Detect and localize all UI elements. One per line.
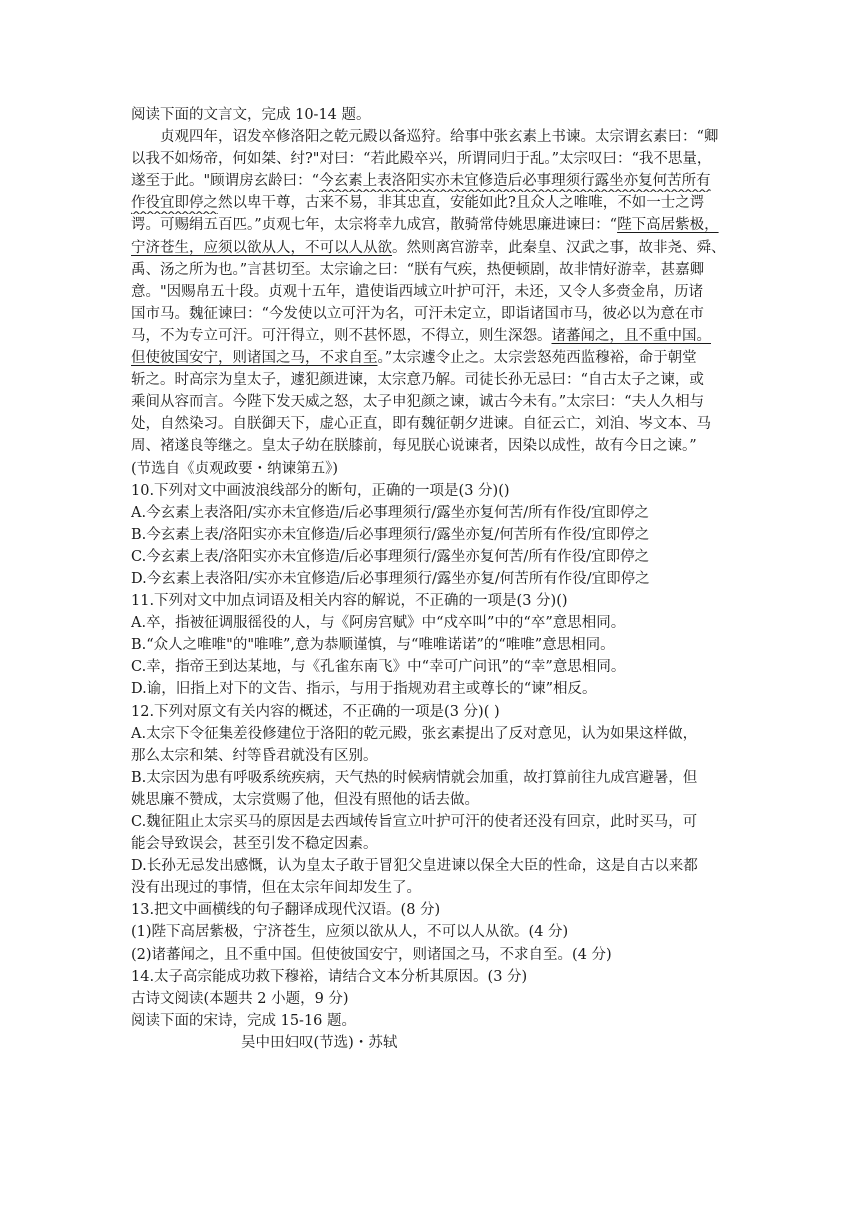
- poem-title: 吴中田妇叹(节选)・苏轼: [241, 1034, 398, 1051]
- underline-segment: 诸蕃闻之，且不重中国。: [551, 327, 711, 344]
- passage-line: 斩之。时高宗为皇太子，遽犯颜进谏，太宗意乃解。司徒长孙无忌曰：“自古太子之谏，或: [131, 372, 704, 389]
- wavy-underline-segment: 作役宜即停之: [131, 195, 218, 212]
- passage-line: 以我不如炀帝，何如桀、纣?"对曰：“若此殿卒兴，所谓同归于乱。”太宗叹曰：“我不思量，: [131, 151, 712, 168]
- question-11-option-d: D.谕，旧指上对下的文告、指示，与用于指规劝君主或尊长的“谏”相反。: [131, 681, 597, 698]
- passage-line: 处，自然染习。自朕御天下，虚心正直，即有魏征朝夕进谏。自征云亡，刘洎、岑文本、马: [131, 416, 711, 433]
- question-12-option-b-cont: 姚思廉不赞成，太宗赏赐了他，但没有照他的话去做。: [131, 791, 479, 808]
- question-10-option-a: A.今玄素上表洛阳/实亦未宜修造/后必事理须行/露坐亦复何苦/所有作役/宜即停之: [131, 504, 650, 521]
- question-10-stem: 10.下列对文中画波浪线部分的断句，正确的一项是(3 分)(): [131, 482, 510, 499]
- underline-segment: 但使彼国安宁，则诸国之马，不求自至: [131, 350, 378, 367]
- passage-line: 贞观四年，诏发卒修洛阳之乾元殿以备巡狩。给事中张玄素上书谏。太宗谓玄素曰：“卿: [160, 129, 719, 146]
- question-12-option-b: B.太宗因为患有呼吸系统疾病，天气热的时候病情就会加重，故打算前往九成宫避暑，但: [131, 769, 698, 786]
- passage-line: 谔。可赐绢五百匹。”贞观七年，太宗将幸九成宫，散骑常侍姚思廉进谏曰：“陛下高居紫极，: [131, 217, 719, 234]
- question-12-option-d-cont: 没有出现过的事情，但在太宗年间却发生了。: [131, 880, 421, 897]
- instruction-line: 阅读下面的文言文，完成 10-14 题。: [131, 107, 371, 123]
- underline-segment: 宁济苍生，应须以欲从人，不可以人从欲: [131, 239, 392, 256]
- passage-line: 意。"因赐帛五十段。贞观十五年，遣使诣西域立叶护可汗，未还，又令人多赍金帛，历诸: [131, 283, 704, 300]
- document-body: [131, 104, 731, 1054]
- wavy-underline-segment: 今玄素上表洛阳实亦未宜修造后必事理须行露坐亦复何苦所有: [319, 173, 711, 190]
- passage-line: 但使彼国安宁，则诸国之马，不求自至。”太宗遽令止之。太宗尝怒苑西监穆裕，命于朝堂: [131, 350, 697, 367]
- source-citation: (节选自《贞观政要・纳谏第五》): [131, 460, 339, 477]
- section-heading: 古诗文阅读(本题共 2 小题，9 分): [131, 990, 349, 1007]
- question-10-option-d: D.今玄素上表洛阳/实亦未宜修造/后必事理须行/露坐亦复/何苦所有作役/宜即停之: [131, 570, 650, 587]
- question-10-option-b: B.今玄素上表/洛阳实亦未宜修造/后必事理须行/露坐亦复/何苦所有作役/宜即停之: [131, 526, 650, 543]
- question-11-option-c: C.幸，指帝王到达某地，与《孔雀东南飞》中“幸可广问讯”的“幸”意思相同。: [131, 659, 626, 676]
- question-12-stem: 12.下列对原文有关内容的概述，不正确的一项是(3 分)( ): [131, 703, 500, 720]
- underline-segment: 陛下高居紫极，: [617, 217, 719, 234]
- passage-line: 作役宜即停之然以卑干尊，古来不易，非其忠直，安能如此?且众人之唯唯，不如一士之谔: [131, 195, 705, 212]
- question-12-option-a: A.太宗下令征集差役修建位于洛阳的乾元殿，张玄素提出了反对意见，认为如果这样做，: [131, 725, 698, 742]
- passage-line: 国市马。魏征谏曰：“今发使以立可汗为名，可汗未定立，即诣诸国市马，彼必以为意在市: [131, 305, 704, 322]
- passage-line: 乘间从容而言。今陛下发天威之怒，太子申犯颜之谏，诚古今未有。”太宗曰：“夫人久相与: [131, 394, 705, 411]
- passage-line: 周、褚遂良等继之。皇太子幼在朕膝前，每见朕心说谏者，因染以成性，故有今日之谏。”: [131, 438, 697, 455]
- question-13-part-1: (1)陛下高居紫极，宁济苍生，应须以欲从人，不可以人从欲。(4 分): [131, 924, 569, 941]
- question-14-stem: 14.太子高宗能成功救下穆裕，请结合文本分析其原因。(3 分): [131, 968, 528, 985]
- question-11-option-b: B.“众人之唯唯"的"唯唯”,意为恭顺谨慎，与“唯唯诺诺”的“唯唯”意思相同。: [131, 637, 615, 654]
- question-12-option-d: D.长孙无忌发出感慨，认为皇太子敢于冒犯父皇进谏以保全大臣的性命，这是自古以来都: [131, 858, 698, 875]
- question-11-option-a: A.卒，指被征调服徭役的人，与《阿房宫赋》中“戍卒叫”中的“卒”意思相同。: [131, 615, 626, 632]
- question-12-option-a-cont: 那么太宗和桀、纣等昏君就没有区别。: [131, 747, 378, 764]
- question-12-option-c-cont: 能会导致误会，甚至引发不稳定因素。: [131, 836, 378, 853]
- question-10-option-c: C.今玄素上表/洛阳实亦未宜修造/后必事理须行/露坐亦复何苦/所有作役/宜即停之: [131, 548, 650, 565]
- question-11-stem: 11.下列对文中加点词语及相关内容的解说，不正确的一项是(3 分)(): [131, 593, 568, 610]
- instruction-line: 阅读下面的宋诗，完成 15-16 题。: [131, 1012, 357, 1029]
- passage-line: 宁济苍生，应须以欲从人，不可以人从欲。然则离宫游幸，此秦皇、汉武之事，故非尧、舜、: [131, 239, 726, 256]
- passage-line: 马，不为专立可汗。可汗得立，则不甚怀恩，不得立，则生深怨。诸蕃闻之，且不重中国。: [131, 327, 711, 344]
- passage-line: 禹、汤之所为也。”言甚切至。太宗谕之曰：“朕有气疾，热便顿剧，故非情好游幸，甚嘉卿: [131, 261, 705, 278]
- passage-line: 遂至于此。"顾谓房玄龄曰：“今玄素上表洛阳实亦未宜修造后必事理须行露坐亦复何苦所有: [131, 173, 711, 190]
- question-13-part-2: (2)诸蕃闻之，且不重中国。但使彼国安宁，则诸国之马，不求自至。(4 分): [131, 946, 612, 963]
- question-13-stem: 13.把文中画横线的句子翻译成现代汉语。(8 分): [131, 902, 441, 919]
- question-12-option-c: C.魏征阻止太宗买马的原因是去西域传旨宣立叶护可汗的使者还没有回京，此时买马，可: [131, 814, 698, 830]
